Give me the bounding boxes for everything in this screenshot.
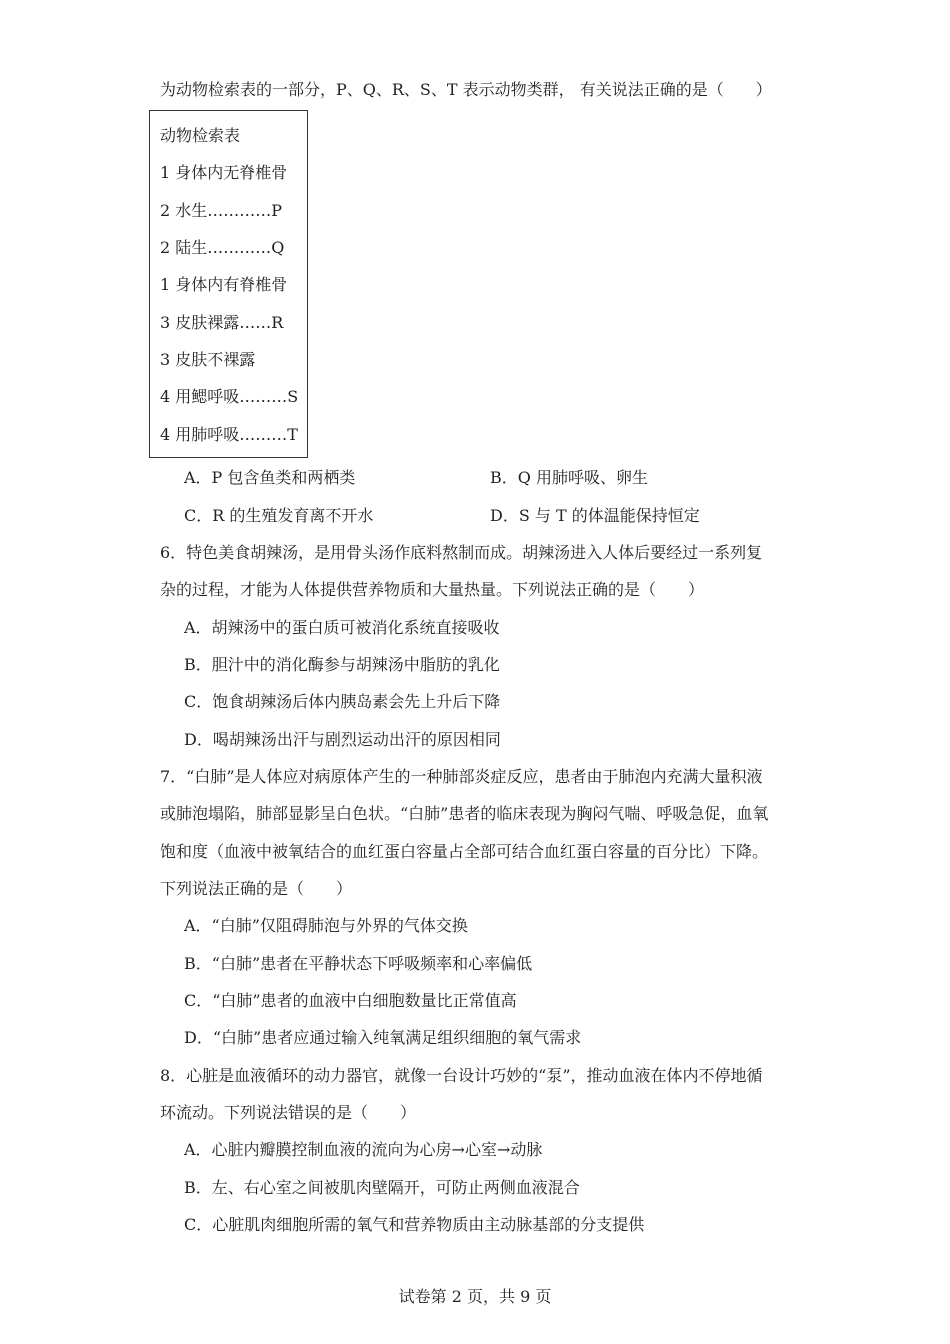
q6-option-d[interactable]: D．喝胡辣汤出汗与剧烈运动出汗的原因相同 bbox=[184, 730, 501, 749]
q5-option-a[interactable]: A．P 包含鱼类和两栖类 bbox=[184, 468, 356, 487]
q7-option-a[interactable]: A．“白肺”仅阻碍肺泡与外界的气体交换 bbox=[184, 916, 468, 935]
key-line: 1 身体内有脊椎骨 bbox=[160, 275, 288, 294]
q7-option-d[interactable]: D．“白肺”患者应通过输入纯氧满足组织细胞的氧气需求 bbox=[184, 1028, 582, 1047]
key-line: 1 身体内无脊椎骨 bbox=[160, 163, 288, 182]
key-title: 动物检索表 bbox=[160, 126, 241, 145]
q6-stem: 6．特色美食胡辣汤，是用骨头汤作底料熬制而成。胡辣汤进入人体后要经过一系列复 bbox=[160, 543, 763, 562]
q8-option-b[interactable]: B．左、右心室之间被肌肉壁隔开，可防止两侧血液混合 bbox=[184, 1178, 580, 1197]
q5-option-c[interactable]: C．R 的生殖发育离不开水 bbox=[184, 506, 374, 525]
q8-option-c[interactable]: C．心脏肌肉细胞所需的氧气和营养物质由主动脉基部的分支提供 bbox=[184, 1215, 645, 1234]
q5-option-b[interactable]: B．Q 用肺呼吸、卵生 bbox=[490, 468, 648, 487]
q6-option-c[interactable]: C．饱食胡辣汤后体内胰岛素会先上升后下降 bbox=[184, 692, 501, 711]
q5-option-d[interactable]: D．S 与 T 的体温能保持恒定 bbox=[490, 506, 700, 525]
q6-option-b[interactable]: B．胆汁中的消化酶参与胡辣汤中脂肪的乳化 bbox=[184, 655, 500, 674]
q6-stem: 杂的过程，才能为人体提供营养物质和大量热量。下列说法正确的是（ ） bbox=[160, 580, 705, 599]
key-line: 2 陆生…………Q bbox=[160, 238, 285, 257]
key-line: 2 水生…………P bbox=[160, 201, 283, 220]
animal-key-table bbox=[149, 110, 308, 458]
q7-option-c[interactable]: C．“白肺”患者的血液中白细胞数量比正常值高 bbox=[184, 991, 517, 1010]
q7-stem: 饱和度（血液中被氧结合的血红蛋白容量占全部可结合血红蛋白容量的百分比）下降。 bbox=[160, 842, 769, 861]
q7-stem: 7．“白肺”是人体应对病原体产生的一种肺部炎症反应，患者由于肺泡内充满大量积液 bbox=[160, 767, 763, 786]
q8-option-a[interactable]: A．心脏内瓣膜控制血液的流向为心房→心室→动脉 bbox=[184, 1140, 543, 1159]
key-line: 3 皮肤不裸露 bbox=[160, 350, 256, 369]
q8-stem: 环流动。下列说法错误的是（ ） bbox=[160, 1103, 417, 1122]
key-line: 3 皮肤裸露……R bbox=[160, 313, 284, 332]
key-line: 4 用鳃呼吸………S bbox=[160, 387, 299, 406]
question-5-intro: 为动物检索表的一部分，P、Q、R、S、T 表示动物类群， 有关说法正确的是（ ） bbox=[160, 80, 772, 99]
q7-option-b[interactable]: B．“白肺”患者在平静状态下呼吸频率和心率偏低 bbox=[184, 954, 533, 973]
q6-option-a[interactable]: A．胡辣汤中的蛋白质可被消化系统直接吸收 bbox=[184, 618, 500, 637]
q7-stem: 或肺泡塌陷，肺部显影呈白色状。“白肺”患者的临床表现为胸闷气喘、呼吸急促，血氧 bbox=[160, 804, 769, 823]
q7-stem: 下列说法正确的是（ ） bbox=[160, 879, 353, 898]
page-footer: 试卷第 2 页，共 9 页 bbox=[398, 1287, 552, 1306]
q8-stem: 8．心脏是血液循环的动力器官，就像一台设计巧妙的“泵”，推动血液在体内不停地循 bbox=[160, 1066, 763, 1085]
key-line: 4 用肺呼吸………T bbox=[160, 425, 298, 444]
